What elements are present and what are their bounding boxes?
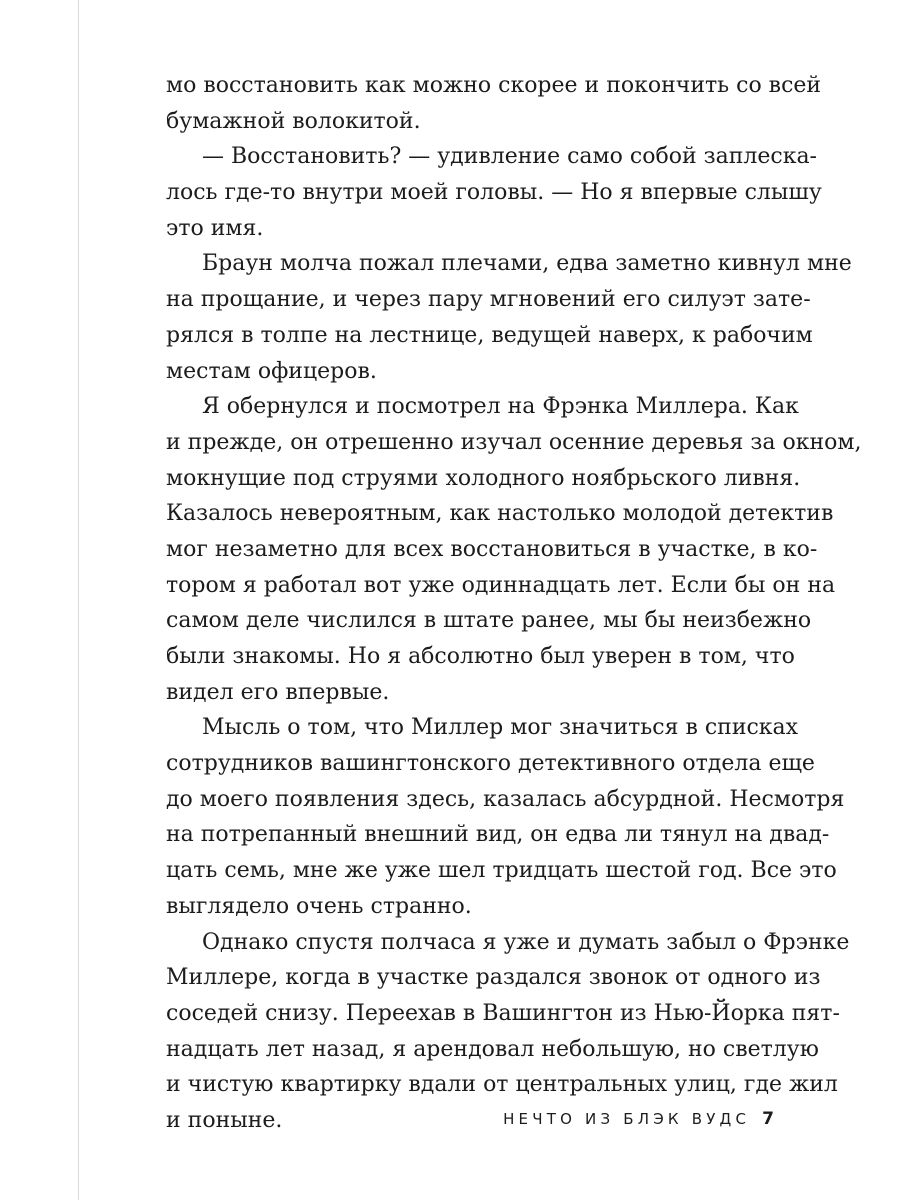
- body-text: [166, 68, 862, 1139]
- paragraph: [166, 389, 862, 710]
- paragraph: [166, 710, 845, 924]
- text-line: Я обернулся и посмотрел на Фрэнка Миллера. Как: [202, 394, 799, 420]
- text-line: лось где-то внутри моей головы. — Но я впервые слышу: [166, 180, 822, 206]
- text-line: надцать лет назад, я арендовал небольшую, но светлую: [166, 1036, 819, 1062]
- text-line: цать семь, мне же уже шел тридцать шестой год. Все это: [166, 858, 837, 884]
- text-line: и поныне.: [166, 1107, 283, 1133]
- text-line: выглядело очень странно.: [166, 893, 472, 919]
- text-line: мо восстановить как можно скорее и покончить со всей: [166, 73, 822, 98]
- page-edge-divider: [78, 0, 79, 1200]
- text-line: и прежде, он отрешенно изучал осенние деревья за окном,: [166, 429, 862, 455]
- text-line: тором я работал вот уже одиннадцать лет. Если бы он на: [166, 572, 836, 598]
- page-number: 7: [762, 1109, 774, 1129]
- running-footer: [380, 1104, 774, 1134]
- text-line: сотрудников вашингтонского детективного отдела еще: [166, 751, 815, 777]
- text-line: местам офицеров.: [166, 358, 377, 384]
- running-title: НЕЧТО ИЗ БЛЭК ВУДС: [503, 1110, 751, 1128]
- text-line: на прощание, и через пару мгновений его силуэт зате-: [166, 287, 811, 313]
- text-line: — Восстановить? — удивление само собой заплеска-: [202, 144, 817, 170]
- text-line: бумажной волокитой.: [166, 108, 421, 134]
- text-line: и чистую квартирку вдали от центральных улиц, где жил: [166, 1072, 838, 1098]
- text-line: до моего появления здесь, казалась абсурдной. Несмотря: [166, 786, 845, 812]
- text-line: это имя.: [166, 215, 264, 241]
- text-line: мог незаметно для всех восстановиться в участке, в ко-: [166, 536, 818, 562]
- text-line: самом деле числился в штате ранее, мы бы неизбежно: [166, 608, 812, 634]
- text-line: Однако спустя полчаса я уже и думать забыл о Фрэнке: [202, 929, 850, 955]
- paragraph: [166, 139, 822, 246]
- text-line: Браун молча пожал плечами, едва заметно кивнул мне: [202, 251, 852, 277]
- text-line: были знакомы. Но я абсолютно был уверен в том, что: [166, 644, 795, 669]
- paragraph: [166, 246, 852, 389]
- text-line: Мысль о том, что Миллер мог значиться в списках: [202, 715, 799, 741]
- text-line: Миллере, когда в участке раздался звонок от одного из: [166, 965, 821, 991]
- text-line: видел его впервые.: [166, 679, 390, 705]
- text-line: на потрепанный внешний вид, он едва ли тянул на двад-: [166, 822, 830, 848]
- paragraph: [166, 68, 822, 139]
- text-line: соседей снизу. Переехав в Вашингтон из Нью-Йорка пят-: [166, 1000, 840, 1026]
- text-line: рялся в толпе на лестнице, ведущей наверх, к рабочим: [166, 322, 813, 348]
- text-line: Казалось невероятным, как настолько молодой детектив: [166, 501, 834, 527]
- text-line: мокнущие под струями холодного ноябрьского ливня.: [166, 465, 801, 491]
